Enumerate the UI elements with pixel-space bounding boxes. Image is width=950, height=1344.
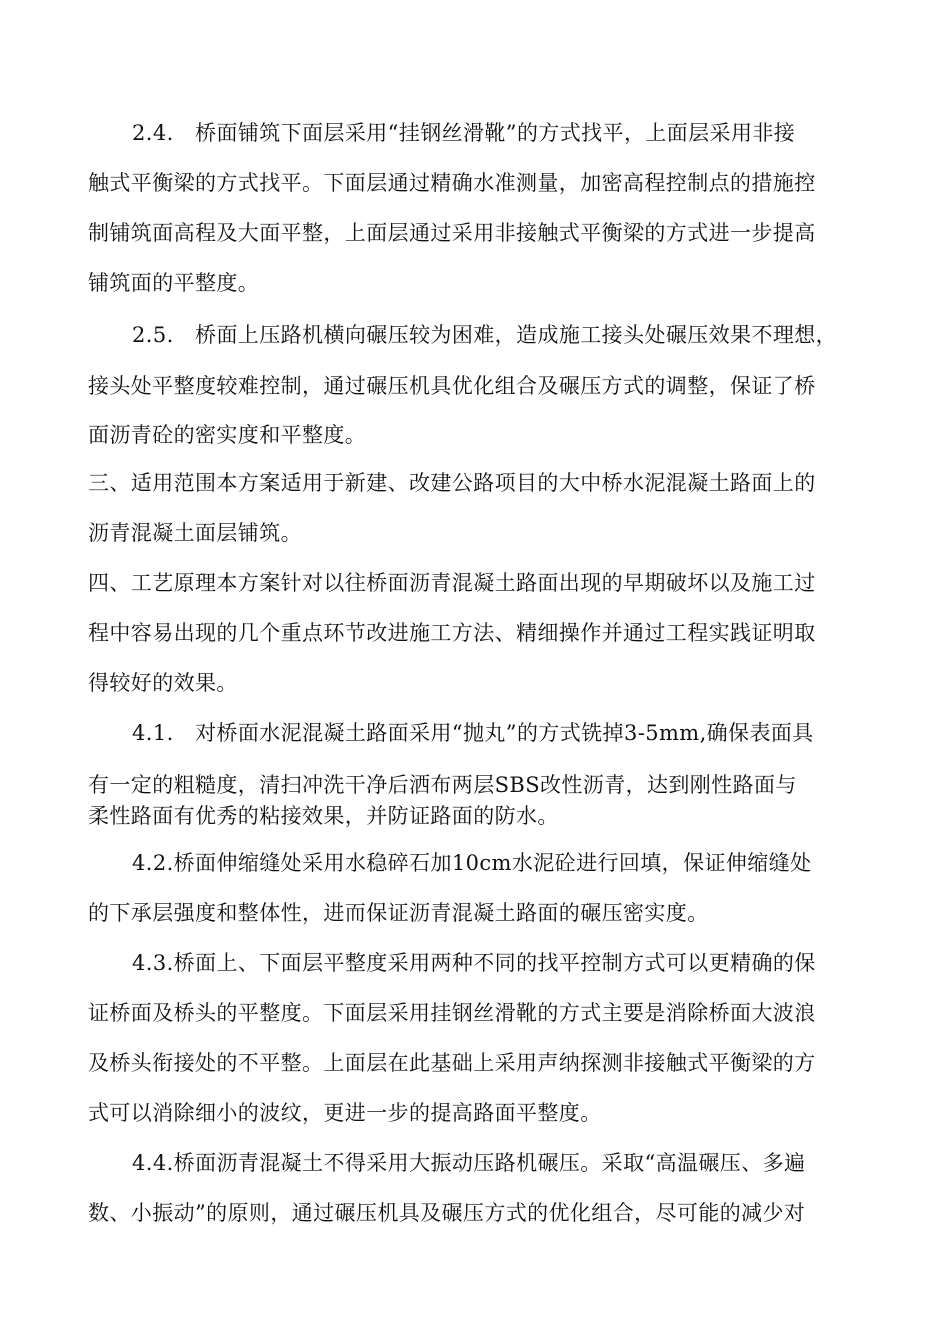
text-line: 沥青混凝土面层铺筑。 [88,521,302,545]
text-line: 4.4.桥面沥青混凝土不得采用大振动压路机碾压。采取“高温碾压、多遍 [132,1151,806,1175]
text-line: 程中容易出现的几个重点环节改进施工方法、精细操作并通过工程实践证明取 [88,621,816,645]
text-line: 式可以消除细小的波纹，更进一步的提高路面平整度。 [88,1101,602,1125]
text-line: 2.4. 桥面铺筑下面层采用“挂钢丝滑靴”的方式找平，上面层采用非接 [132,121,796,145]
text-line: 面沥青砼的密实度和平整度。 [88,423,367,447]
text-line: 4.2.桥面伸缩缝处采用水稳碎石加10cm水泥砼进行回填，保证伸缩缝处 [132,851,812,875]
text-line: 的下承层强度和整体性，进而保证沥青混凝土路面的碾压密实度。 [88,901,709,925]
text-line: 得较好的效果。 [88,671,238,695]
text-line: 及桥头衔接处的不平整。上面层在此基础上采用声纳探测非接触式平衡梁的方 [88,1051,816,1075]
text-line: 4.3.桥面上、下面层平整度采用两种不同的找平控制方式可以更精确的保 [132,951,816,975]
section-heading: 三、适用范围本方案适用于新建、改建公路项目的大中桥水泥混凝土路面上的 [88,471,816,495]
text-line: 2.5. 桥面上压路机横向碾压较为困难，造成施工接头处碾压效果不理想， [132,323,838,347]
text-line: 触式平衡梁的方式找平。下面层通过精确水准测量，加密高程控制点的措施控 [88,171,816,195]
text-line: 铺筑面的平整度。 [88,271,260,295]
text-line: 接头处平整度较难控制，通过碾压机具优化组合及碾压方式的调整，保证了桥 [88,374,816,398]
text-line: 4.1. 对桥面水泥混凝土路面采用“抛丸”的方式铣掉3-5mm,确保表面具 [132,721,814,745]
text-line: 有一定的粗糙度，清扫冲洗干净后洒布两层SBS改性沥青，达到刚性路面与 [88,773,797,797]
text-line: 证桥面及桥头的平整度。下面层采用挂钢丝滑靴的方式主要是消除桥面大波浪 [88,1001,816,1025]
section-heading: 四、工艺原理本方案针对以往桥面沥青混凝土路面出现的早期破坏以及施工过 [88,571,816,595]
text-line: 制铺筑面高程及大面平整，上面层通过采用非接触式平衡梁的方式进一步提高 [88,221,816,245]
text-line: 柔性路面有优秀的粘接效果，并防证路面的防水。 [88,804,559,828]
text-line: 数、小振动”的原则，通过碾压机具及碾压方式的优化组合，尽可能的减少对 [88,1201,806,1225]
